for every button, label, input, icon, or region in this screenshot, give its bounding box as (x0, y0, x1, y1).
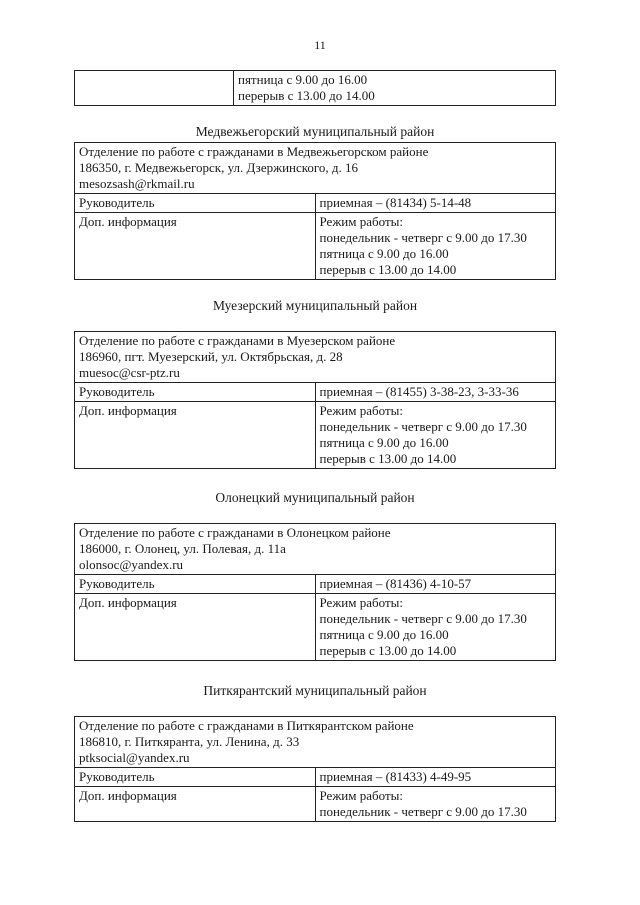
info-cell (315, 594, 556, 661)
info-line: пятница с 9.00 до 16.00 (319, 435, 449, 450)
office-address: 186000, г. Олонец, ул. Полевая, д. 11а (79, 541, 286, 556)
office-name: Отделение по работе с гражданами в Питкярантском районе (79, 718, 414, 733)
head-value: приемная – (81436) 4-10-57 (315, 575, 556, 594)
district-title: Олонецкий муниципальный район (215, 490, 415, 505)
table-row (75, 71, 556, 106)
page-number: 11 (314, 38, 326, 52)
office-email: mesozsash@rkmail.ru (79, 176, 195, 191)
info-line: понедельник - четверг с 9.00 до 17.30 (319, 419, 527, 434)
info-line: Режим работы: (319, 788, 403, 803)
info-line: перерыв с 13.00 до 14.00 (319, 643, 457, 658)
table-row (75, 575, 556, 594)
info-line: Режим работы: (319, 403, 403, 418)
head-label: Руководитель (75, 575, 316, 594)
table-row (75, 787, 556, 822)
district-table (74, 331, 556, 469)
schedule-cell (234, 71, 556, 106)
district-table (74, 716, 556, 822)
office-name: Отделение по работе с гражданами в Муезерском районе (79, 333, 396, 348)
district-title: Муезерский муниципальный район (212, 298, 418, 313)
info-label: Доп. информация (75, 402, 316, 469)
office-email: muesoc@csr-ptz.ru (79, 365, 180, 380)
district-table-block (74, 716, 556, 822)
continuation-table-block (74, 70, 556, 106)
table-row (75, 332, 556, 383)
district-table-block (74, 523, 556, 661)
office-email: ptksocial@yandex.ru (79, 750, 190, 765)
office-cell (75, 332, 556, 383)
table-row (75, 143, 556, 194)
schedule-line: пятница с 9.00 до 16.00 (238, 72, 368, 87)
info-line: Режим работы: (319, 595, 403, 610)
table-row (75, 402, 556, 469)
info-label: Доп. информация (75, 594, 316, 661)
head-value: приемная – (81455) 3-38-23, 3-33-36 (315, 383, 556, 402)
office-address: 186350, г. Медвежьегорск, ул. Дзержинского, д. 16 (79, 160, 359, 175)
district-table-block (74, 331, 556, 469)
info-line: Режим работы: (319, 214, 403, 229)
head-value: приемная – (81434) 5-14-48 (315, 194, 556, 213)
info-label: Доп. информация (75, 787, 316, 822)
office-name: Отделение по работе с гражданами в Медвежьегорском районе (79, 144, 429, 159)
district-table (74, 142, 556, 280)
office-name: Отделение по работе с гражданами в Олонецком районе (79, 525, 391, 540)
info-cell (315, 213, 556, 280)
table-row (75, 194, 556, 213)
head-value: приемная – (81433) 4-49-95 (315, 768, 556, 787)
office-address: 186960, пгт. Муезерский, ул. Октябрьская, д. 28 (79, 349, 343, 364)
empty-label-cell (75, 71, 234, 106)
head-label: Руководитель (75, 194, 316, 213)
district-title: Медвежьегорский муниципальный район (195, 124, 435, 139)
head-label: Руководитель (75, 383, 316, 402)
office-cell (75, 143, 556, 194)
info-line: пятница с 9.00 до 16.00 (319, 627, 449, 642)
table-row (75, 524, 556, 575)
office-cell (75, 717, 556, 768)
info-cell (315, 402, 556, 469)
district-table-block (74, 142, 556, 280)
schedule-line: перерыв с 13.00 до 14.00 (238, 88, 375, 103)
table-row (75, 717, 556, 768)
info-line: понедельник - четверг с 9.00 до 17.30 (319, 804, 527, 819)
office-address: 186810, г. Питкяранта, ул. Ленина, д. 33 (79, 734, 300, 749)
district-title: Питкярантский муниципальный район (203, 683, 427, 698)
info-cell (315, 787, 556, 822)
info-line: пятница с 9.00 до 16.00 (319, 246, 449, 261)
info-line: понедельник - четверг с 9.00 до 17.30 (319, 230, 527, 245)
head-label: Руководитель (75, 768, 316, 787)
continuation-table (74, 70, 556, 106)
district-table (74, 523, 556, 661)
info-label: Доп. информация (75, 213, 316, 280)
table-row (75, 213, 556, 280)
office-cell (75, 524, 556, 575)
table-row (75, 383, 556, 402)
table-row (75, 768, 556, 787)
office-email: olonsoc@yandex.ru (79, 557, 184, 572)
info-line: понедельник - четверг с 9.00 до 17.30 (319, 611, 527, 626)
info-line: перерыв с 13.00 до 14.00 (319, 262, 457, 277)
table-row (75, 594, 556, 661)
info-line: перерыв с 13.00 до 14.00 (319, 451, 457, 466)
